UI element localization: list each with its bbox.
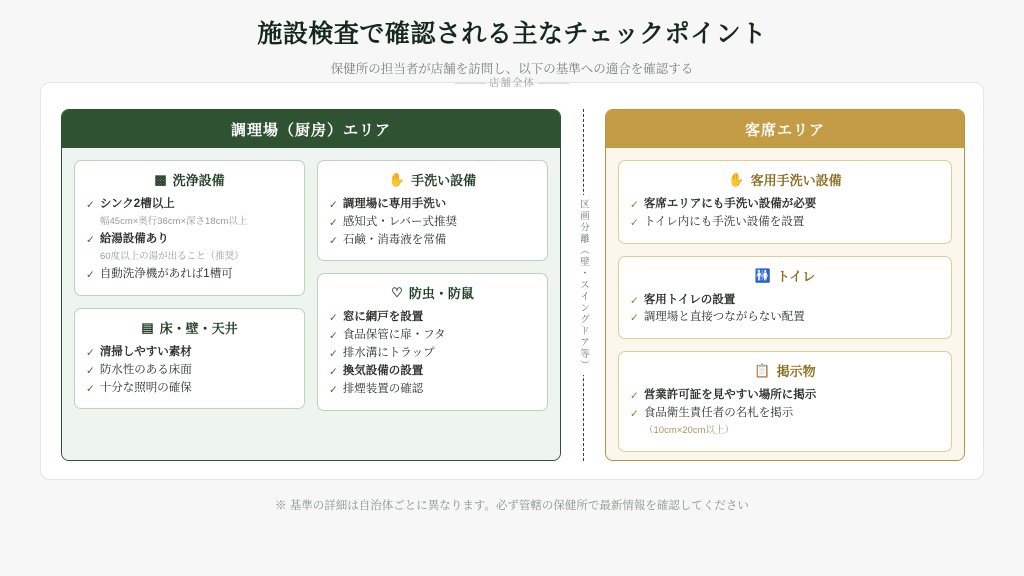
card-handwash-title-text: 手洗い設備 (411, 173, 477, 188)
list-item (86, 231, 293, 249)
kitchen-card-column-2 (317, 160, 548, 448)
check-icon: ✓ (329, 348, 338, 361)
page-title: 施設検査で確認される主なチェックポイント (257, 20, 767, 48)
list-item (630, 387, 940, 405)
list-item (329, 381, 536, 399)
list-note (86, 250, 293, 263)
store-panel (40, 77, 984, 480)
check-icon: ✓ (329, 216, 338, 229)
list-item-label: 窓に網戸を設置 (342, 311, 424, 324)
shield-icon: ♡ (391, 285, 403, 301)
seating-column (605, 109, 965, 461)
card-floor-items (86, 344, 293, 397)
card-guest-handwash-title (630, 170, 940, 189)
list-item-label: 調理場と直接つながらない配置 (643, 311, 805, 324)
card-guest-handwash-items (630, 196, 940, 232)
list-item (329, 309, 536, 327)
zone-kitchen (61, 109, 561, 461)
card-pest-title-text: 防虫・防鼠 (408, 286, 474, 302)
list-item (630, 292, 940, 310)
list-item (329, 363, 536, 381)
list-item (86, 380, 293, 398)
store-panel-tag-label: 店舗全体 (489, 77, 535, 89)
card-floor-wall-ceiling[interactable] (74, 308, 305, 409)
list-item (630, 405, 940, 423)
zone-seating (605, 109, 965, 461)
toilet-icon: 🚻 (754, 267, 771, 283)
card-postings-items (630, 387, 940, 437)
kitchen-card-grid (74, 160, 548, 448)
list-item-label: 自動洗浄機があれば1槽可 (99, 268, 233, 281)
page-subtitle: 保健所の担当者が店舗を訪問し、以下の基準への適合を確認する (330, 62, 694, 76)
card-toilet-items (630, 292, 940, 328)
tag-dash-left: ——— (454, 77, 489, 89)
card-washing-items (86, 196, 293, 284)
zone-seating-title: 客席エリア (606, 110, 964, 148)
list-item (630, 309, 940, 327)
footnote: ※ 基準の詳細は自治体ごとに異なります。必ず管轄の保健所で最新情報を確認してください (275, 500, 749, 512)
list-item-label: 調理場に専用手洗い (342, 198, 447, 210)
list-item (86, 344, 293, 362)
list-note-label: 60度以上の湯が出ること（推奨） (100, 250, 244, 262)
check-icon: ✓ (630, 390, 639, 403)
check-icon: ✓ (630, 312, 639, 325)
list-note-label: （10cm×20cm以上） (644, 424, 735, 436)
list-item-label: 石鹸・消毒液を常備 (342, 233, 447, 246)
kitchen-card-column-1 (74, 160, 305, 448)
list-item-label: 換気設備の設置 (342, 364, 424, 377)
kitchen-column (61, 109, 561, 461)
list-note-label: 幅45cm×奥行36cm×深さ18cm以上 (100, 215, 248, 227)
wall-icon: ▤ (141, 320, 154, 336)
list-item (329, 214, 536, 232)
check-icon: ✓ (86, 269, 95, 282)
list-item (329, 196, 536, 214)
list-item (329, 327, 536, 345)
list-item-label: 十分な照明の確保 (99, 381, 192, 394)
zone-columns (61, 109, 965, 461)
check-icon: ✓ (329, 330, 338, 343)
check-icon: ✓ (86, 199, 95, 211)
list-item-label: 営業許可証を見やすい場所に掲示 (643, 389, 817, 402)
card-postings-title-text: 掲示物 (776, 364, 816, 380)
check-icon: ✓ (630, 216, 639, 229)
store-panel-tag (41, 75, 983, 90)
card-handwash-title (329, 170, 536, 189)
card-washing[interactable] (74, 160, 305, 296)
card-floor-title-text: 床・壁・天井 (159, 321, 238, 337)
card-toilet-title (630, 266, 940, 285)
check-icon: ✓ (329, 365, 338, 378)
list-note (86, 215, 293, 228)
list-item-label: 食品衛生責任者の名札を掲示 (643, 407, 794, 420)
list-item-label: 排水溝にトラップ (342, 347, 435, 360)
zone-divider (561, 109, 605, 461)
hand-icon: ✋ (728, 172, 745, 187)
check-icon: ✓ (630, 294, 639, 307)
list-item (630, 214, 940, 232)
header (0, 0, 1024, 77)
check-icon: ✓ (86, 347, 95, 360)
check-icon: ✓ (86, 364, 95, 377)
list-item-label: 排煙装置の確認 (342, 382, 424, 395)
check-icon: ✓ (329, 312, 338, 325)
card-floor-title (86, 318, 293, 337)
divider-label: 区画分離（壁・スイングドア等） (575, 195, 591, 376)
list-item (630, 196, 940, 214)
document-icon: 📋 (754, 363, 771, 379)
list-item-label: トイレ内にも手洗い設備を設置 (643, 215, 805, 228)
card-guest-handwash[interactable] (618, 160, 952, 244)
card-washing-title (86, 170, 293, 189)
check-icon: ✓ (329, 199, 338, 211)
card-pest-control[interactable] (317, 273, 548, 410)
hand-icon: ✋ (388, 172, 406, 187)
check-icon: ✓ (630, 199, 639, 211)
list-item-label: 食品保管に扉・フタ (342, 329, 446, 342)
list-item-label: 清掃しやすい素材 (99, 346, 192, 359)
card-pest-items (329, 309, 536, 398)
list-item (329, 232, 536, 250)
list-item-label: 客用トイレの設置 (643, 293, 736, 306)
zone-kitchen-body (62, 148, 560, 460)
card-postings[interactable] (618, 351, 952, 452)
check-icon: ✓ (329, 383, 338, 396)
list-item (329, 345, 536, 363)
card-handwash[interactable] (317, 160, 548, 261)
list-item (86, 266, 293, 284)
list-note (630, 424, 940, 437)
card-pest-title (329, 283, 536, 302)
list-item-label: 給湯設備あり (99, 233, 169, 246)
zone-kitchen-title: 調理場（厨房）エリア (62, 110, 560, 148)
list-item (86, 362, 293, 380)
card-guest-handwash-title-text: 客用手洗い設備 (750, 173, 842, 188)
check-icon: ✓ (86, 382, 95, 395)
list-item-label: 客席エリアにも手洗い設備が必要 (643, 198, 817, 210)
list-item-label: 感知式・レバー式推奨 (342, 215, 458, 228)
card-handwash-items (329, 196, 536, 249)
card-postings-title (630, 361, 940, 380)
card-washing-title-text: 洗浄設備 (172, 173, 225, 188)
sink-icon: ▩ (154, 172, 167, 187)
check-icon: ✓ (86, 234, 95, 247)
list-item-label: シンク2槽以上 (99, 198, 175, 210)
check-icon: ✓ (630, 408, 639, 421)
list-item (86, 196, 293, 214)
zone-seating-body (606, 148, 964, 460)
card-toilet[interactable] (618, 256, 952, 340)
list-item-label: 防水性のある床面 (99, 363, 192, 376)
tag-dash-right: ——— (535, 77, 570, 89)
check-icon: ✓ (329, 234, 338, 247)
card-toilet-title-text: トイレ (776, 268, 816, 284)
